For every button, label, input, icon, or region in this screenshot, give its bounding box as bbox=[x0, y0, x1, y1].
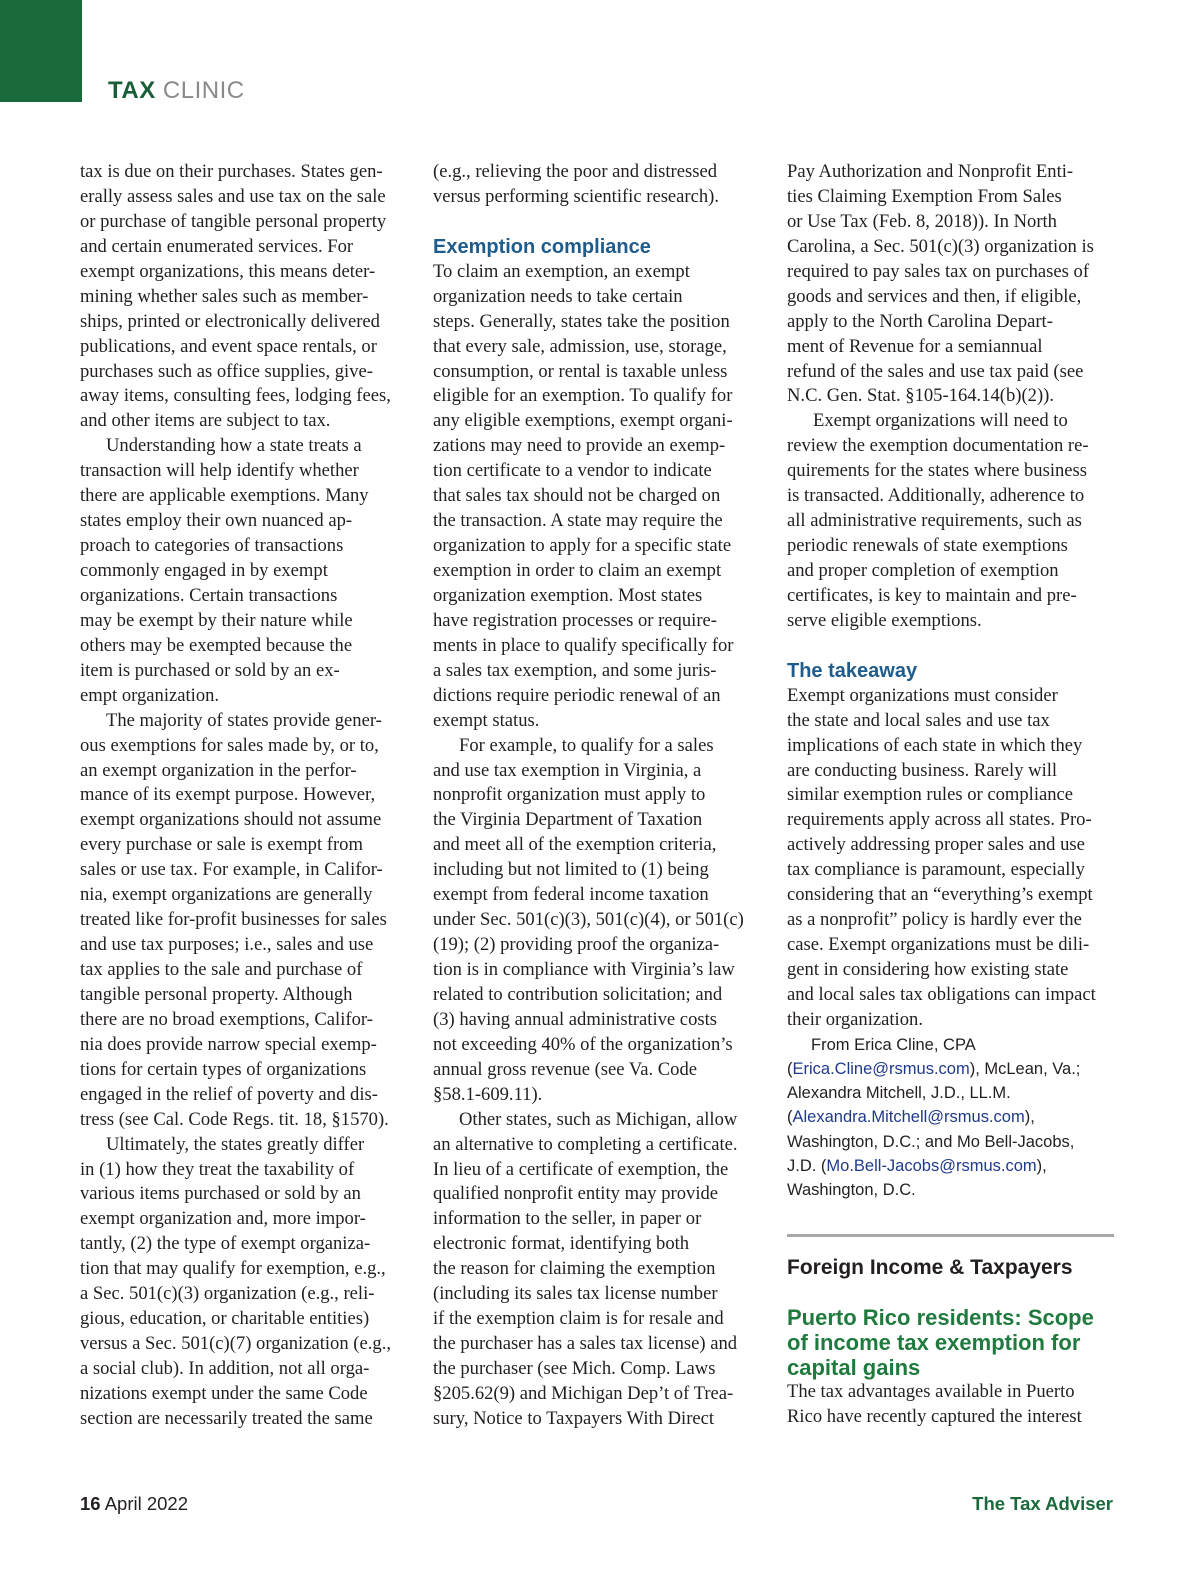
spacer bbox=[433, 210, 763, 235]
page-number: 16 bbox=[80, 1493, 101, 1514]
text-line: exempt status. bbox=[433, 709, 540, 731]
text-line: including but not limited to (1) being bbox=[433, 859, 709, 881]
text-line: tax is due on their purchases. States gen- bbox=[80, 161, 383, 182]
text-line: In lieu of a certificate of exemption, the bbox=[433, 1158, 729, 1180]
text-line: or purchase of tangible personal property bbox=[80, 210, 387, 232]
text-line: To claim an exemption, an exempt bbox=[433, 260, 690, 282]
text-line: organizations. Certain transactions bbox=[80, 584, 338, 606]
text-line: gent in considering how existing state bbox=[787, 959, 1069, 981]
text-line: quirements for the states where business bbox=[787, 460, 1088, 482]
article-title-line: of income tax exemption for bbox=[787, 1330, 1081, 1356]
text-line: ments in place to qualify specifically for bbox=[433, 634, 734, 656]
text-line: eligible for an exemption. To qualify for bbox=[433, 385, 733, 407]
text-line: there are applicable exemptions. Many bbox=[80, 485, 369, 507]
text-line: N.C. Gen. Stat. §105-164.14(b)(2)). bbox=[787, 385, 1054, 407]
text-line: apply to the North Carolina Depart- bbox=[787, 310, 1053, 332]
text-line: electronic format, identifying both bbox=[433, 1233, 690, 1255]
text-line: a sales tax exemption, and some juris- bbox=[433, 659, 717, 681]
column3-intro bbox=[787, 160, 1117, 634]
text-line: exempt organization and, more impor- bbox=[80, 1208, 366, 1230]
text-line: For example, to qualify for a sales bbox=[459, 734, 714, 756]
section-color-block bbox=[0, 0, 82, 102]
byline-line: Washington, D.C.; and Mo Bell-Jacobs, bbox=[787, 1132, 1075, 1151]
text-line: Rico have recently captured the interest bbox=[787, 1406, 1082, 1428]
text-line: empt organization. bbox=[80, 684, 220, 706]
text-line: Ultimately, the states greatly differ bbox=[106, 1133, 365, 1155]
text-line: §205.62(9) and Michigan Dep’t of Trea- bbox=[433, 1382, 734, 1404]
text-line: the purchaser (see Mich. Comp. Laws bbox=[433, 1358, 716, 1380]
text-line: dictions require periodic renewal of an bbox=[433, 684, 721, 706]
text-line: are conducting business. Rarely will bbox=[787, 759, 1058, 781]
text-line: an alternative to completing a certificate. bbox=[433, 1133, 738, 1155]
byline-line: From Erica Cline, CPA bbox=[811, 1035, 976, 1054]
text-line: ties Claiming Exemption From Sales bbox=[787, 185, 1062, 207]
spacer bbox=[787, 634, 1117, 659]
text-line: or Use Tax (Feb. 8, 2018)). In North bbox=[787, 210, 1057, 232]
text-line: serve eligible exemptions. bbox=[787, 609, 982, 631]
column2-intro bbox=[433, 160, 763, 210]
text-line: certificates, is key to maintain and pre- bbox=[787, 584, 1077, 606]
text-column-3 bbox=[787, 160, 1117, 1430]
byline-line: Washington, D.C. bbox=[787, 1181, 916, 1200]
text-line: organization needs to take certain bbox=[433, 285, 683, 307]
text-line: item is purchased or sold by an ex- bbox=[80, 659, 340, 681]
text-line: similar exemption rules or compliance bbox=[787, 784, 1074, 806]
text-line: and local sales tax obligations can impact bbox=[787, 983, 1096, 1005]
text-line: refund of the sales and use tax paid (see bbox=[787, 360, 1084, 382]
text-line: and use tax purposes; i.e., sales and use bbox=[80, 934, 374, 956]
text-line: their organization. bbox=[787, 1008, 923, 1030]
text-line: mance of its exempt purpose. However, bbox=[80, 784, 376, 806]
text-line: erally assess sales and use tax on the sale bbox=[80, 185, 386, 207]
text-line: purchases such as office supplies, give- bbox=[80, 360, 373, 382]
text-line: considering that an “everything’s exempt bbox=[787, 884, 1093, 906]
text-line: zations may need to provide an exemp- bbox=[433, 435, 726, 457]
text-line: the purchaser has a sales tax license) and bbox=[433, 1333, 738, 1355]
text-line: have registration processes or require- bbox=[433, 609, 717, 631]
text-line: organization to apply for a specific state bbox=[433, 535, 732, 557]
text-line: exemption in order to claim an exempt bbox=[433, 560, 722, 582]
text-line: periodic renewals of state exemptions bbox=[787, 535, 1068, 557]
text-line: ships, printed or electronically delivered bbox=[80, 310, 380, 332]
text-line: an exempt organization in the perfor- bbox=[80, 759, 357, 781]
text-line: the reason for claiming the exemption bbox=[433, 1258, 716, 1280]
text-line: section are necessarily treated the same bbox=[80, 1407, 373, 1429]
text-line: under Sec. 501(c)(3), 501(c)(4), or 501(c) bbox=[433, 909, 744, 931]
text-line: versus a Sec. 501(c)(7) organization (e.g., bbox=[80, 1333, 391, 1355]
text-line: that every sale, admission, use, storage, bbox=[433, 335, 727, 357]
text-line: and meet all of the exemption criteria, bbox=[433, 834, 717, 856]
issue-date: April 2022 bbox=[104, 1493, 189, 1514]
text-line: and certain enumerated services. For bbox=[80, 235, 354, 257]
text-column-1 bbox=[80, 160, 410, 1432]
section-header-bold: TAX bbox=[108, 77, 156, 104]
text-line: tion is in compliance with Virginia’s law bbox=[433, 959, 735, 981]
text-line: the transaction. A state may require the bbox=[433, 510, 723, 532]
text-line: that sales tax should not be charged on bbox=[433, 485, 721, 507]
text-line: nonprofit organization must apply to bbox=[433, 784, 706, 806]
text-line: a social club). In addition, not all orga- bbox=[80, 1358, 370, 1379]
text-line: case. Exempt organizations must be dili- bbox=[787, 934, 1090, 956]
text-line: gious, education, or charitable entities) bbox=[80, 1308, 370, 1330]
article-title bbox=[787, 1305, 1117, 1380]
subhead-takeaway: The takeaway bbox=[787, 659, 918, 682]
text-line: consumption, or rental is taxable unless bbox=[433, 360, 728, 382]
publication-name: The Tax Adviser bbox=[972, 1493, 1113, 1514]
text-line: The tax advantages available in Puerto bbox=[787, 1381, 1075, 1403]
text-line: sales or use tax. For example, in Califor- bbox=[80, 859, 383, 881]
text-line: exempt organizations, this means deter- bbox=[80, 260, 376, 282]
text-line: nizations exempt under the same Code bbox=[80, 1382, 368, 1404]
text-line: mining whether sales such as member- bbox=[80, 285, 369, 307]
text-line: others may be exempted because the bbox=[80, 634, 353, 656]
byline-text: ), McLean, Va.; bbox=[969, 1060, 1081, 1079]
text-line: various items purchased or sold by an bbox=[80, 1183, 361, 1205]
text-line: required to pay sales tax on purchases of bbox=[787, 260, 1090, 282]
text-line: tion that may qualify for exemption, e.g., bbox=[80, 1258, 386, 1280]
text-line: Exempt organizations will need to bbox=[813, 410, 1068, 432]
text-line: requirements apply across all states. Pro- bbox=[787, 809, 1092, 831]
text-line: tangible personal property. Although bbox=[80, 983, 353, 1005]
author-byline bbox=[787, 1033, 1117, 1202]
byline-line bbox=[787, 1057, 1117, 1081]
text-line: versus performing scientific research). bbox=[433, 185, 720, 207]
text-line: commonly engaged in by exempt bbox=[80, 560, 328, 581]
byline-text: ( bbox=[787, 1060, 793, 1079]
text-line: treated like for-profit businesses for sales bbox=[80, 909, 387, 931]
subhead-exemption-compliance: Exemption compliance bbox=[433, 235, 651, 258]
byline-text: ( bbox=[787, 1108, 793, 1127]
section-divider bbox=[787, 1234, 1114, 1237]
text-line: Carolina, a Sec. 501(c)(3) organization is bbox=[787, 235, 1094, 257]
email-link-erica-cline[interactable]: Erica.Cline@rsmus.com bbox=[792, 1060, 970, 1079]
byline-text: ), bbox=[1024, 1108, 1035, 1127]
text-line: review the exemption documentation re- bbox=[787, 435, 1089, 457]
text-line: every purchase or sale is exempt from bbox=[80, 834, 363, 856]
text-line: goods and services and then, if eligible, bbox=[787, 285, 1082, 307]
text-line: tax applies to the sale and purchase of bbox=[80, 959, 363, 980]
text-line: the Virginia Department of Taxation bbox=[433, 809, 703, 831]
text-line: §58.1-609.11). bbox=[433, 1083, 543, 1105]
article-title-line: Puerto Rico residents: Scope bbox=[787, 1305, 1094, 1331]
text-line: if the exemption claim is for resale and bbox=[433, 1308, 724, 1330]
text-line: tax compliance is paramount, especially bbox=[787, 859, 1085, 881]
footer-page-info bbox=[80, 1492, 188, 1516]
text-line: in (1) how they treat the taxability of bbox=[80, 1158, 355, 1180]
text-line: Pay Authorization and Nonprofit Enti- bbox=[787, 161, 1074, 182]
byline-line: Alexandra Mitchell, J.D., LL.M. bbox=[787, 1084, 1011, 1103]
text-line: actively addressing proper sales and use bbox=[787, 834, 1085, 856]
text-line: exempt from federal income taxation bbox=[433, 884, 709, 906]
text-line: as a nonprofit” policy is hardly ever the bbox=[787, 909, 1082, 931]
text-line: The majority of states provide gener- bbox=[106, 709, 382, 731]
text-line: may be exempt by their nature while bbox=[80, 609, 353, 631]
text-line: a Sec. 501(c)(3) organization (e.g., reli- bbox=[80, 1283, 375, 1305]
text-line: there are no broad exemptions, Califor- bbox=[80, 1008, 373, 1030]
text-line: implications of each state in which they bbox=[787, 734, 1083, 756]
text-line: annual gross revenue (see Va. Code bbox=[433, 1058, 698, 1080]
byline-line bbox=[787, 1154, 1117, 1178]
column1-lines bbox=[80, 160, 410, 1432]
byline-line bbox=[787, 1105, 1117, 1129]
email-link-alexandra-mitchell[interactable]: Alexandra.Mitchell@rsmus.com bbox=[792, 1108, 1025, 1127]
text-line: (19); (2) providing proof the organiza- bbox=[433, 934, 720, 956]
text-line: organization exemption. Most states bbox=[433, 584, 703, 606]
text-line: qualified nonprofit entity may provide bbox=[433, 1183, 719, 1205]
text-line: the state and local sales and use tax bbox=[787, 709, 1050, 731]
email-link-mo-bell-jacobs[interactable]: Mo.Bell-Jacobs@rsmus.com bbox=[826, 1156, 1037, 1175]
byline-text: ), bbox=[1036, 1156, 1047, 1175]
text-line: nia, exempt organizations are generally bbox=[80, 884, 373, 906]
text-line: transaction will help identify whether bbox=[80, 460, 359, 482]
section-header bbox=[108, 76, 245, 106]
text-line: nia does provide narrow special exemp- bbox=[80, 1033, 377, 1055]
text-line: is transacted. Additionally, adherence to bbox=[787, 485, 1085, 507]
takeaway-body bbox=[787, 684, 1117, 1033]
text-line: information to the seller, in paper or bbox=[433, 1208, 702, 1230]
article-title-line: capital gains bbox=[787, 1355, 921, 1381]
text-line: tress (see Cal. Code Regs. tit. 18, §1570). bbox=[80, 1108, 389, 1130]
text-line: related to contribution solicitation; and bbox=[433, 983, 723, 1005]
article-body bbox=[787, 1380, 1117, 1430]
text-line: and proper completion of exemption bbox=[787, 560, 1059, 581]
text-line: sury, Notice to Taxpayers With Direct bbox=[433, 1407, 715, 1429]
text-line: states employ their own nuanced ap- bbox=[80, 510, 353, 532]
text-line: steps. Generally, states take the position bbox=[433, 310, 730, 332]
text-line: Understanding how a state treats a bbox=[106, 435, 362, 457]
text-line: Exempt organizations must consider bbox=[787, 684, 1058, 706]
text-line: Other states, such as Michigan, allow bbox=[459, 1108, 738, 1130]
text-line: ment of Revenue for a semiannual bbox=[787, 335, 1043, 357]
text-line: proach to categories of transactions bbox=[80, 535, 344, 557]
text-line: any eligible exemptions, exempt organi- bbox=[433, 410, 733, 432]
text-line: (3) having annual administrative costs bbox=[433, 1008, 717, 1030]
text-line: tantly, (2) the type of exempt organiza- bbox=[80, 1233, 371, 1255]
byline-text: J.D. ( bbox=[787, 1156, 827, 1175]
section-header-light: CLINIC bbox=[162, 77, 245, 104]
text-line: not exceeding 40% of the organization’s bbox=[433, 1033, 733, 1055]
text-line: ous exemptions for sales made by, or to, bbox=[80, 734, 379, 756]
text-line: tions for certain types of organizations bbox=[80, 1058, 367, 1080]
text-column-2 bbox=[433, 160, 763, 1432]
text-line: and use tax exemption in Virginia, a bbox=[433, 759, 702, 781]
text-line: exempt organizations should not assume bbox=[80, 809, 382, 831]
text-line: away items, consulting fees, lodging fees, bbox=[80, 385, 391, 407]
text-line: engaged in the relief of poverty and dis- bbox=[80, 1083, 378, 1105]
text-line: publications, and event space rentals, or bbox=[80, 335, 377, 357]
text-line: (including its sales tax license number bbox=[433, 1283, 718, 1305]
text-line: (e.g., relieving the poor and distressed bbox=[433, 161, 717, 182]
column2-body bbox=[433, 260, 763, 1432]
text-line: and other items are subject to tax. bbox=[80, 410, 331, 432]
text-line: all administrative requirements, such as bbox=[787, 510, 1082, 532]
text-line: tion certificate to a vendor to indicate bbox=[433, 460, 712, 482]
department-heading: Foreign Income & Taxpayers bbox=[787, 1256, 1073, 1280]
